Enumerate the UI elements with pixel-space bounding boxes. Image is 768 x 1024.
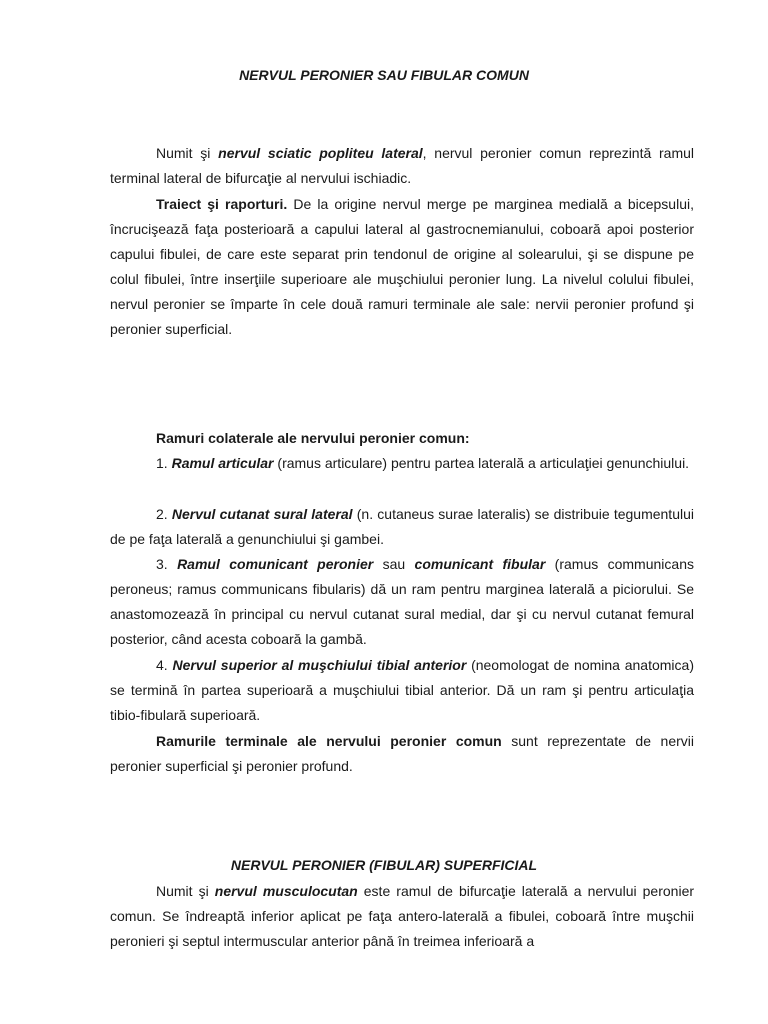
item-term: Nervul cutanat sural lateral [171,506,353,522]
item-number: 3. [156,556,178,572]
item-text: (neomologat de nomina anatomica) se termină în partea superioară a muşchiului tibial anterior. Dă un ram şi pentru articulaţia tibio-fibulară superioară. [110,657,694,723]
item-term: Ramul articular [171,455,274,471]
item-number: 4. [156,657,173,673]
item-term: Ramul comunicant peronier [177,556,374,572]
page-title: NERVUL PERONIER SAU FIBULAR COMUN [239,67,529,83]
list-item [110,653,694,728]
item-term: Nervul superior al muşchiului tibial anterior [172,657,467,673]
item-text: (ramus articulare) pentru partea laterală a articulaţiei genunchiului. [273,455,690,471]
intro-paragraph [110,141,694,191]
intro-emphasis: nervul sciatic popliteu lateral [218,145,423,161]
terminal-paragraph [110,729,694,779]
intro-post: , nervul peronier comun reprezintă ramul terminal lateral de bifurcaţie al nervului ischiadic. [110,145,695,186]
item-text: (n. cutaneus surae lateralis) se distribuie tegumentului de pe faţa laterală a genunchiului şi gambei. [110,506,694,547]
section2-post: este ramul de bifurcaţie laterală a nervului peronier comun. Se îndreaptă inferior aplicat pe faţa antero-laterală a fibulei, coboară între muşchii peronieri şi septul intermuscular anterior până în treimea inferioară a [110,883,695,949]
traiect-text: De la origine nervul merge pe marginea medială a bicepsului, încrucişează faţa posterioară a capului lateral al gastrocnemianului, coboară apoi posterior capului fibulei, de care este separat prin tendonul de origine al solearului, şi se dispune pe colul fibulei, între inserţiile superioare ale muşchiului peronier lung. La nivelul colului fibulei, nervul peronier se împarte în cele două ramuri terminale ale sale: nervii peronier profund şi peronier superficial. [110,196,694,337]
list-item [110,552,694,652]
item-mid: sau [373,556,415,572]
section-title: NERVUL PERONIER (FIBULAR) SUPERFICIAL [230,857,538,873]
intro-pre: Numit şi [156,145,219,161]
item-text: (ramus communicans peroneus; ramus communicans fibularis) dă un ram pentru marginea laterală a piciorului. Se anastomozează în principal cu nervul cutanat sural medial, dar şi cu nervul cutanat femural posterior, când acesta coboară la gambă. [110,556,694,647]
section2-paragraph [110,879,694,954]
list-item [110,451,694,476]
item-number: 2. [156,506,172,522]
item-number: 1. [156,455,172,471]
list-item [110,502,694,552]
traiect-paragraph [110,192,694,342]
terminal-label: Ramurile terminale ale nervului peronier comun [156,733,502,749]
terminal-text: sunt reprezentate de nervii peronier superficial şi peronier profund. [110,733,694,774]
section2-pre: Numit şi [156,883,215,899]
item-term-alt: comunicant fibular [414,556,546,572]
collaterals-heading: Ramuri colaterale ale nervului peronier comun: [156,430,470,446]
traiect-label: Traiect şi raporturi. [156,196,288,212]
section2-emphasis: nervul musculocutan [214,883,358,899]
